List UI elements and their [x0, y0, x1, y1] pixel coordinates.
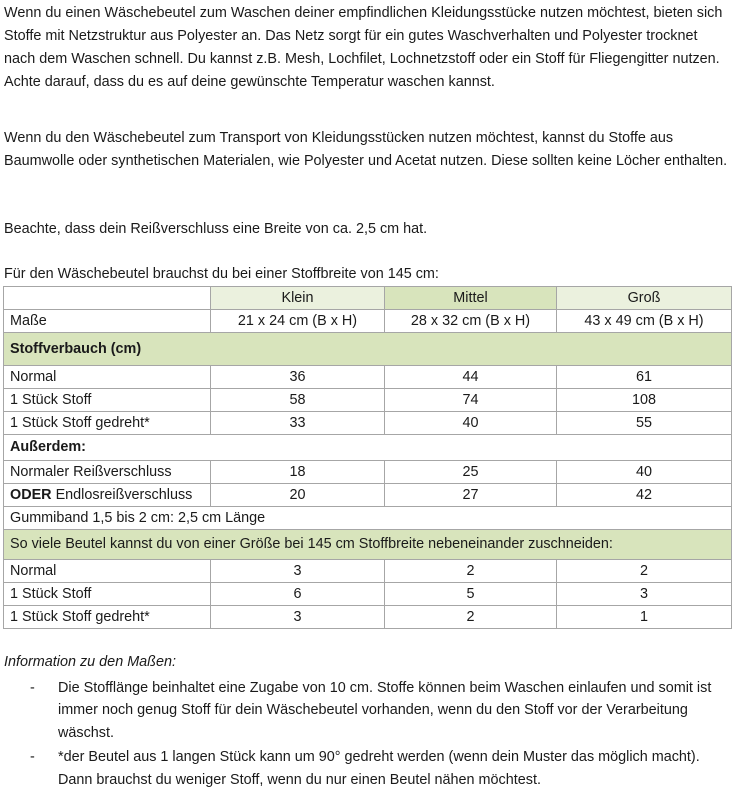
table-corner-cell [4, 287, 211, 310]
dimension-cell: 43 x 49 cm (B x H) [557, 310, 732, 333]
table-row [4, 389, 732, 412]
row-label [4, 484, 211, 507]
table-intro: Für den Wäschebeutel brauchst du bei einer Stoffbreite von 145 cm: [4, 266, 439, 282]
section-title: So viele Beutel kannst du von einer Größe bei 145 cm Stoffbreite nebeneinander zuschneiden: [4, 530, 732, 560]
row-label: 1 Stück Stoff gedreht* [4, 412, 211, 435]
intro-paragraph-transport: Wenn du den Wäschebeutel zum Transport von Kleidungsstücken nutzen möchtest, kannst du Stoffe aus Baumwolle oder synthetischen Materialen, wie Polyester und Acetat nutzen. Diese sollten keine Löcher enthalten. [4, 130, 728, 169]
size-header-small: Klein [211, 287, 385, 310]
size-header-medium: Mittel [385, 287, 557, 310]
value-cell: 25 [385, 461, 557, 484]
value-cell: 44 [385, 366, 557, 389]
section-title: Stoffverbauch (cm) [4, 333, 732, 366]
section-title: Außerdem: [4, 435, 732, 461]
or-emphasis: ODER [10, 487, 52, 503]
dash-bullet: - [30, 680, 35, 696]
value-cell: 2 [557, 560, 732, 583]
value-cell: 2 [385, 606, 557, 629]
value-cell: 61 [557, 366, 732, 389]
value-cell: 5 [385, 583, 557, 606]
value-cell: 2 [385, 560, 557, 583]
dimensions-row [4, 310, 732, 333]
value-cell: 55 [557, 412, 732, 435]
notes-list [0, 677, 730, 793]
table-row [4, 560, 732, 583]
note-text: Die Stofflänge beinhaltet eine Zugabe von 10 cm. Stoffe können beim Waschen einlaufen und somit ist immer noch genug Stoff für dein Wäschebeutel vorhanden, wenn du den Stoff vor der Verarbeitung wäschst. [58, 680, 712, 741]
row-label: Normal [4, 366, 211, 389]
cutting-section-header [4, 530, 732, 560]
row-label: Maße [4, 310, 211, 333]
value-cell: 3 [557, 583, 732, 606]
extras-section-header [4, 435, 732, 461]
value-cell: 40 [557, 461, 732, 484]
value-cell: 1 [557, 606, 732, 629]
fabric-requirements-table [3, 286, 732, 629]
value-cell: 3 [211, 606, 385, 629]
value-cell: 42 [557, 484, 732, 507]
row-label: Normal [4, 560, 211, 583]
dash-bullet: - [30, 749, 35, 766]
value-cell: 27 [385, 484, 557, 507]
elastic-row [4, 507, 732, 530]
dimension-cell: 21 x 24 cm (B x H) [211, 310, 385, 333]
row-label: 1 Stück Stoff [4, 389, 211, 412]
table-row [4, 606, 732, 629]
row-label-text: Endlosreißverschluss [51, 487, 193, 503]
table-row [4, 366, 732, 389]
intro-paragraph-washing: Wenn du einen Wäschebeutel zum Waschen deiner empfindlichen Kleidungsstücke nutzen möchtest, bieten sich Stoffe mit Netzstruktur aus Polyester an. Das Netz sorgt für ein gutes Waschverhalten und Polyester trocknet nach dem Waschen schnell. Du kannst z.B. Mesh, Lochfilet, Lochnetzstoff oder ein Stoff für Fliegengitter nutzen. Achte darauf, dass du es auf deine gewünschte Temperatur waschen kannst. [4, 5, 723, 90]
list-item [0, 746, 730, 791]
size-header-row [4, 287, 732, 310]
size-header-large: Groß [557, 287, 732, 310]
value-cell: 20 [211, 484, 385, 507]
list-item [0, 677, 730, 744]
note-text: *der Beutel aus 1 langen Stück kann um 90° gedreht werden (wenn dein Muster das möglich macht). Dann brauchst du weniger Stoff, wenn du nur einen Beutel nähen möchtest. [58, 749, 700, 788]
dimension-cell: 28 x 32 cm (B x H) [385, 310, 557, 333]
value-cell: 74 [385, 389, 557, 412]
value-cell: 58 [211, 389, 385, 412]
row-label: 1 Stück Stoff gedreht* [4, 606, 211, 629]
elastic-note: Gummiband 1,5 bis 2 cm: 2,5 cm Länge [4, 507, 732, 530]
value-cell: 40 [385, 412, 557, 435]
value-cell: 3 [211, 560, 385, 583]
value-cell: 6 [211, 583, 385, 606]
value-cell: 33 [211, 412, 385, 435]
table-row [4, 412, 732, 435]
zipper-note: Beachte, dass dein Reißverschluss eine Breite von ca. 2,5 cm hat. [4, 221, 428, 237]
row-label: 1 Stück Stoff [4, 583, 211, 606]
table-row [4, 583, 732, 606]
value-cell: 18 [211, 461, 385, 484]
row-label: Normaler Reißverschluss [4, 461, 211, 484]
table-row [4, 484, 732, 507]
value-cell: 108 [557, 389, 732, 412]
value-cell: 36 [211, 366, 385, 389]
fabric-section-header [4, 333, 732, 366]
notes-heading: Information zu den Maßen: [4, 654, 176, 670]
table-row [4, 461, 732, 484]
